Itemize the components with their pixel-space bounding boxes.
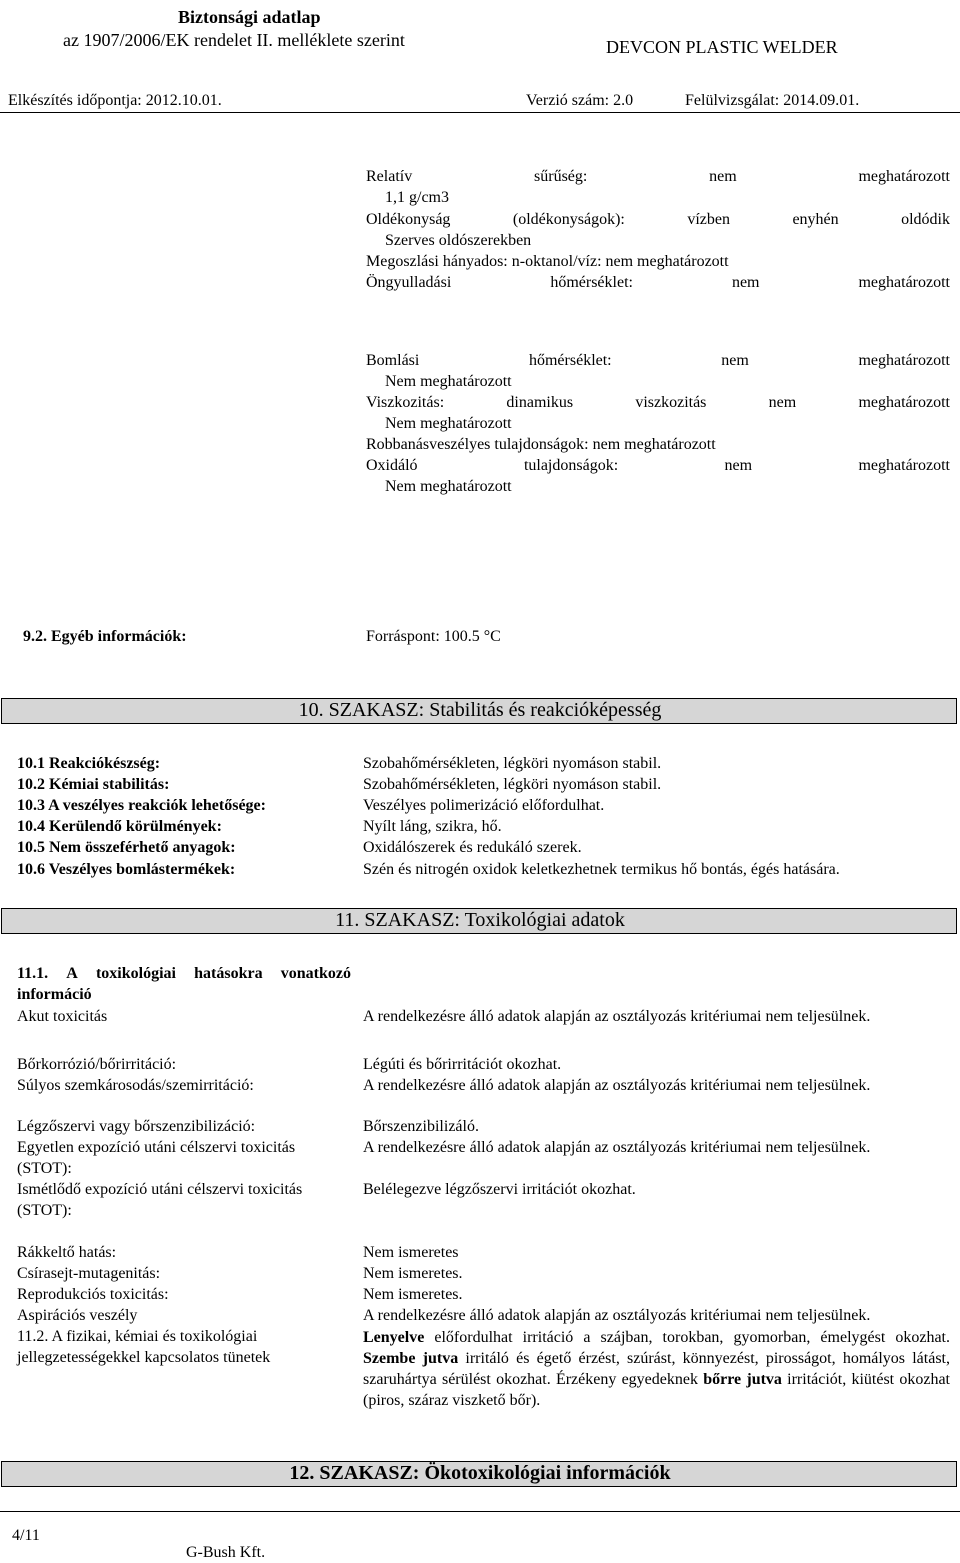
toxicology-heading — [17, 964, 351, 984]
stot-single-label: Egyetlen expozíció utáni célszervi toxicitás — [17, 1139, 296, 1156]
incompatible-materials-label: 10.5 Nem összeférhető anyagok: — [17, 839, 236, 856]
conditions-to-avoid-label: 10.4 Kerülendő körülmények: — [17, 818, 222, 835]
density-value: 1,1 g/cm3 — [385, 189, 449, 206]
word: meghatározott — [858, 457, 950, 474]
explosive-properties: Robbanásveszélyes tulajdonságok: nem meghatározott — [366, 436, 716, 453]
word: nem — [724, 457, 753, 474]
word: vízben — [687, 211, 730, 228]
hazardous-reactions-label: 10.3 A veszélyes reakciók lehetősége: — [17, 797, 266, 814]
word: meghatározott — [858, 352, 950, 369]
viscosity-continuation: Nem meghatározott — [385, 415, 512, 432]
word: nem — [731, 274, 760, 291]
product-name: DEVCON PLASTIC WELDER — [606, 37, 838, 57]
sensitisation-label: Légzőszervi vagy bőrszenzibilizáció: — [17, 1118, 256, 1135]
word: dinamikus — [506, 394, 574, 411]
word: tulajdonságok: — [523, 457, 619, 474]
symptoms-label-cont: jellegzetességekkel kapcsolatos tünetek — [17, 1349, 271, 1366]
page-number: 4/11 — [12, 1527, 40, 1544]
section-12-title: 12. SZAKASZ: Ökotoxikológiai információk — [289, 1462, 671, 1484]
word: sűrűség: — [534, 168, 588, 185]
word: meghatározott — [858, 168, 950, 185]
word: Oldékonyság — [366, 211, 451, 228]
word: nem — [709, 168, 737, 185]
preparation-date: Elkészítés időpontja: 2012.10.01. — [8, 92, 222, 109]
boiling-point: Forráspont: 100.5 °C — [366, 628, 501, 645]
reproductive-toxicity-label: Reprodukciós toxicitás: — [17, 1286, 169, 1303]
solubility-continuation: Szerves oldószerekben — [385, 232, 532, 249]
toxicology-heading-cont: információ — [17, 986, 92, 1003]
reactivity-label: 10.1 Reakciókészség: — [17, 755, 161, 772]
document-title: Biztonsági adatlap — [178, 7, 321, 27]
word: oldódik — [901, 211, 950, 228]
word: meghatározott — [858, 394, 950, 411]
decomposition-products-label: 10.6 Veszélyes bomlástermékek: — [17, 861, 236, 878]
word: hőmérséklet: — [528, 352, 612, 369]
word: Öngyulladási — [366, 274, 452, 291]
word: enyhén — [792, 211, 839, 228]
word: toxikológiai — [95, 965, 176, 982]
symptom-term: bőrre jutva — [703, 1371, 782, 1388]
conditions-to-avoid-value: Nyílt láng, szikra, hő. — [363, 818, 502, 835]
word: Oxidáló — [366, 457, 418, 474]
chemical-stability-value: Szobahőmérsékleten, légköri nyomáson stabil. — [363, 776, 662, 793]
oxidising-line — [366, 456, 950, 476]
decomposition-line — [366, 351, 950, 371]
incompatible-materials-value: Oxidálószerek és redukáló szerek. — [363, 839, 582, 856]
section-10-title: 10. SZAKASZ: Stabilitás és reakcióképesség — [298, 699, 662, 721]
word: hatásokra — [194, 965, 263, 982]
word: 11.1. — [17, 965, 49, 982]
carcinogenicity-value: Nem ismeretes — [363, 1244, 459, 1261]
mutagenicity-label: Csírasejt-mutagenitás: — [17, 1265, 161, 1282]
oxidising-continuation: Nem meghatározott — [385, 478, 512, 495]
regulation-reference: az 1907/2006/EK rendelet II. melléklete szerint — [63, 30, 405, 50]
skin-corrosion-value: Légúti és bőrirritációt okozhat. — [363, 1056, 562, 1073]
word: meghatározott — [858, 274, 950, 291]
stot-repeated-label: Ismétlődő expozíció utáni célszervi toxicitás — [17, 1181, 303, 1198]
acute-toxicity-label: Akut toxicitás — [17, 1008, 108, 1025]
eye-damage-label: Súlyos szemkárosodás/szemirritáció: — [17, 1077, 254, 1094]
acute-toxicity-value: A rendelkezésre álló adatok alapján az osztályozás kritériumai nem teljesülnek. — [363, 1008, 871, 1025]
decomposition-continuation: Nem meghatározott — [385, 373, 512, 390]
symptoms-description — [363, 1327, 950, 1411]
section-11-title: 11. SZAKASZ: Toxikológiai adatok — [335, 909, 625, 931]
footer-divider — [0, 1511, 960, 1512]
hazardous-reactions-value: Veszélyes polimerizáció előfordulhat. — [363, 797, 605, 814]
mutagenicity-value: Nem ismeretes. — [363, 1265, 463, 1282]
symptom-text: irritáló és égető érzést, szúrást, könnyezést, pirosságot, homályos látást, szaruhártya sérülést okozhat. Érzékeny egyedeknek — [363, 1350, 950, 1388]
skin-corrosion-label: Bőrkorrózió/bőrirritáció: — [17, 1056, 177, 1073]
other-info-label: 9.2. Egyéb információk: — [23, 628, 187, 645]
word: (oldékonyságok): — [512, 211, 625, 228]
stot-single-value: A rendelkezésre álló adatok alapján az osztályozás kritériumai nem teljesülnek. — [363, 1139, 871, 1156]
version-number: Verzió szám: 2.0 — [526, 92, 634, 109]
eye-damage-value: A rendelkezésre álló adatok alapján az osztályozás kritériumai nem teljesülnek. — [363, 1077, 871, 1094]
aspiration-hazard-value: A rendelkezésre álló adatok alapján az osztályozás kritériumai nem teljesülnek. — [363, 1307, 871, 1324]
viscosity-line — [366, 393, 950, 413]
symptom-term: Szembe jutva — [363, 1350, 459, 1367]
aspiration-hazard-label: Aspirációs veszély — [17, 1307, 138, 1324]
word: Viszkozitás: — [366, 394, 445, 411]
company-name: G-Bush Kft. — [186, 1544, 266, 1561]
revision-date: Felülvizsgálat: 2014.09.01. — [685, 92, 860, 109]
word: Relatív — [366, 168, 413, 185]
word: Bomlási — [366, 352, 420, 369]
stot-single-label-cont: (STOT): — [17, 1160, 72, 1177]
word: nem — [721, 352, 749, 369]
relative-density-line — [366, 167, 950, 187]
reproductive-toxicity-value: Nem ismeretes. — [363, 1286, 463, 1303]
decomposition-products-value: Szén és nitrogén oxidok keletkezhetnek termikus hő bontás, égés hatására. — [363, 861, 840, 878]
sensitisation-value: Bőrszenzibilizáló. — [363, 1118, 479, 1135]
chemical-stability-label: 10.2 Kémiai stabilitás: — [17, 776, 170, 793]
carcinogenicity-label: Rákkeltő hatás: — [17, 1244, 117, 1261]
autoignition-line — [366, 273, 950, 293]
symptom-text: irritációt, kiütést okozhat (piros, száraz viszkető bőr). — [363, 1371, 951, 1409]
word: vonatkozó — [280, 965, 351, 982]
solubility-line — [366, 210, 950, 230]
word: A — [66, 965, 78, 982]
partition-coefficient: Megoszlási hányados: n-oktanol/víz: nem meghatározott — [366, 253, 729, 270]
header-divider — [0, 112, 960, 113]
reactivity-value: Szobahőmérsékleten, légköri nyomáson stabil. — [363, 755, 662, 772]
symptom-text: előfordulhat irritáció a szájban, torokban, gyomorban, émelygést okozhat. — [424, 1329, 950, 1346]
word: nem — [768, 394, 797, 411]
stot-repeated-label-cont: (STOT): — [17, 1202, 72, 1219]
word: viszkozitás — [635, 394, 707, 411]
stot-repeated-value: Belélegezve légzőszervi irritációt okozhat. — [363, 1181, 636, 1198]
symptoms-label: 11.2. A fizikai, kémiai és toxikológiai — [17, 1328, 258, 1345]
word: hőmérséklet: — [550, 274, 633, 291]
symptom-term: Lenyelve — [363, 1329, 425, 1346]
